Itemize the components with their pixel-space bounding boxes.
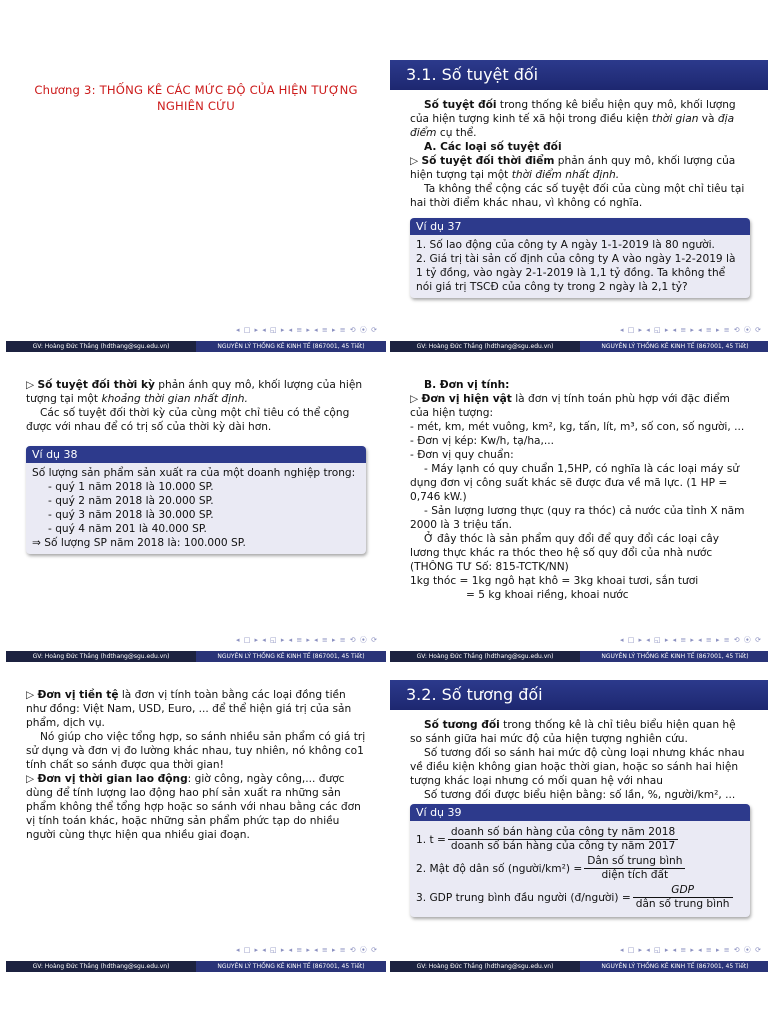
footer-author: GV: Hoàng Đức Thắng (hdthang@sgu.edu.vn) [390,341,580,352]
text: trong thống kê là chỉ tiêu biểu hiện quan hệ so sánh giữa hai mức độ của hiện tượng nghiên cứu. [410,719,736,745]
text: phản ánh quy mô, khối lượng của hiện tượng tại một [26,379,363,405]
footer-author: GV: Hoàng Đức Thắng (hdthang@sgu.edu.vn) [6,651,196,662]
slide-footer [6,341,386,352]
emphasis: địa điểm [410,113,735,139]
text: là đơn vị tính toán phù hợp với đặc điểm của hiện tượng: [410,393,730,419]
example-line: Số lượng sản phẩm sản xuất ra của một doanh nghiệp trong: [32,467,356,479]
beamer-nav-icons[interactable]: ◂ □ ▸ ◂ ◱ ▸ ◂ ≡ ▸ ◂ ≡ ▸ ≡ ⟲ ⦿ ⟳ [235,326,378,334]
block-body [410,821,750,917]
formula-lhs: 2. Mật độ dân số (người/km²) = [416,862,583,875]
term: Số tuyệt đối thời điểm [421,155,555,167]
example-block [410,218,750,298]
paragraph [410,98,750,140]
triangle-bullet-icon: ▷ [26,379,35,391]
paragraph: Nó giúp cho việc tổng hợp, so sánh nhiều sản phẩm có giá trị sử dụng và đơn vị đo lường khác nhau, tuy nhiên, nó không co1 tính chất so sánh được qua thời gian! [26,731,366,771]
paragraph [410,154,750,182]
slide-6 [390,672,768,972]
text: cụ thể. [436,127,477,139]
paragraph: Các số tuyệt đối thời kỳ của cùng một chỉ tiêu có thể cộng được với nhau để có trị số của thời kỳ dài hơn. [26,407,350,433]
slide-footer [390,341,768,352]
paragraph: Số tương đối so sánh hai mức độ cùng loại nhưng khác nhau về điều kiện không gian hoặc thời gian, hoặc so sánh hai hiện tượng khác loại nhưng có mối quan hệ với nhau [410,747,745,787]
slide-footer [6,651,386,662]
paragraph: 1kg thóc = 1kg ngô hạt khô = 3kg khoai tươi, sắn tươi [410,575,699,587]
paragraph: Ta không thể cộng các số tuyệt đối của cùng một chỉ tiêu tại hai thời điểm khác nhau, vì không có nghĩa. [410,183,745,209]
section-heading: B. Đơn vị tính: [424,379,510,391]
frame-title: 3.2. Số tương đối [390,680,768,710]
fraction [448,826,678,853]
block-title: Ví dụ 37 [410,218,750,235]
paragraph: - Đơn vị quy chuẩn: [410,449,514,461]
beamer-nav-icons[interactable]: ◂ □ ▸ ◂ ◱ ▸ ◂ ≡ ▸ ◂ ≡ ▸ ≡ ⟲ ⦿ ⟳ [619,326,762,334]
footer-author: GV: Hoàng Đức Thắng (hdthang@sgu.edu.vn) [390,651,580,662]
block-body [410,235,750,298]
footer-course: NGUYÊN LÝ THỐNG KÊ KINH TẾ (867001, 45 Tiết) [580,651,768,662]
example-line: 2. Giá trị tài sản cố định của công ty A vào ngày 1-2-2019 là 1 tỷ đồng, vào ngày 2-1-2019 là 1,1 tỷ đồng. Ta không thể nói giá trị TSCĐ của công ty trong 2 ngày là 2,1 tỷ? [416,253,736,293]
footer-author: GV: Hoàng Đức Thắng (hdthang@sgu.edu.vn) [6,961,196,972]
list-item: - quý 2 năm 2018 là 20.000 SP. [48,495,214,507]
term: Đơn vị thời gian lao động [37,773,188,785]
term: Số tương đối [424,719,500,731]
footer-course: NGUYÊN LÝ THỐNG KÊ KINH TẾ (867001, 45 Tiết) [580,961,768,972]
text: phản ánh quy mô, khối lượng của hiện tượng tại một [410,155,736,181]
chapter-title-line-1: Chương 3: THỐNG KÊ CÁC MỨC ĐỘ CỦA HIỆN TƯỢNG [34,83,358,97]
text: : giờ công, ngày công,... được dùng để tính lượng lao động hao phí sản xuất ra những sản phẩm không thể tổng hợp hoặc so sánh với nhau bằng các đơn vị tính toán khác, hoặc những sản phẩm phức tạp do nhiều người cùng thực hiện qua nhiều giai đoạn. [26,773,361,841]
slide-3 [6,362,386,662]
slide-4 [390,362,768,662]
formula-2 [416,855,744,882]
block-title: Ví dụ 39 [410,804,750,821]
slide-content [410,98,750,210]
formula-lhs: 3. GDP trung bình đầu người (đ/người) = [416,891,631,904]
slide-content [26,688,366,842]
chapter-title-line-2: NGHIÊN CỨU [156,99,235,113]
slide-footer [390,961,768,972]
fraction [633,884,733,911]
paragraph [26,772,366,842]
triangle-bullet-icon: ▷ [26,689,35,701]
list-item: - quý 1 năm 2018 là 10.000 SP. [48,481,214,493]
slide-1 [6,52,386,352]
term: Số tuyệt đối thời kỳ [37,379,155,391]
paragraph: - Máy lạnh có quy chuẩn 1,5HP, có nghĩa là các loại máy sử dụng đơn vị công suất khác sẽ được đưa về mã lực. (1 HP = 0,746 kW.) [410,463,740,503]
beamer-nav-icons[interactable]: ◂ □ ▸ ◂ ◱ ▸ ◂ ≡ ▸ ◂ ≡ ▸ ≡ ⟲ ⦿ ⟳ [235,946,378,954]
numerator: doanh số bán hàng của công ty năm 2018 [448,826,678,840]
footer-course: NGUYÊN LÝ THỐNG KÊ KINH TẾ (867001, 45 Tiết) [580,341,768,352]
term: Số tuyệt đối [424,99,497,111]
denominator: doanh số bán hàng của công ty năm 2017 [450,840,676,852]
example-block [26,446,366,554]
emphasis: khoảng thời gian nhất định. [101,393,248,405]
text: là đơn vị tính toàn bằng các loại đồng tiền như đồng: Việt Nam, USD, Euro, ... để thể hiện giá trị của sản phẩm, dịch vụ. [26,689,352,729]
emphasis: thời gian [651,113,699,125]
paragraph: - Đơn vị kép: Kw/h, tạ/ha,... [410,435,554,447]
footer-author: GV: Hoàng Đức Thắng (hdthang@sgu.edu.vn) [6,341,196,352]
slide-2 [390,52,768,352]
fraction [584,855,685,882]
paragraph: = 5 kg khoai riềng, khoai nước [466,589,629,601]
numerator: GDP [633,884,733,898]
footer-course: NGUYÊN LÝ THỐNG KÊ KINH TẾ (867001, 45 Tiết) [196,651,386,662]
slide-content [410,378,750,602]
footer-course: NGUYÊN LÝ THỐNG KÊ KINH TẾ (867001, 45 Tiết) [196,961,386,972]
denominator: diện tích đất [601,869,669,881]
paragraph [26,688,366,730]
slide-content [26,378,366,434]
slide-content [410,718,750,802]
paragraph: Số tương đối được biểu hiện bằng: số lần, %, người/km², ... [424,789,736,801]
triangle-bullet-icon: ▷ [26,773,35,785]
formula-3 [416,884,744,911]
footer-author: GV: Hoàng Đức Thắng (hdthang@sgu.edu.vn) [390,961,580,972]
beamer-nav-icons[interactable]: ◂ □ ▸ ◂ ◱ ▸ ◂ ≡ ▸ ◂ ≡ ▸ ≡ ⟲ ⦿ ⟳ [235,636,378,644]
term: Đơn vị hiện vật [421,393,512,405]
list-item: - quý 4 năm 201 là 40.000 SP. [48,523,207,535]
beamer-nav-icons[interactable]: ◂ □ ▸ ◂ ◱ ▸ ◂ ≡ ▸ ◂ ≡ ▸ ≡ ⟲ ⦿ ⟳ [619,636,762,644]
chapter-title [20,82,372,114]
formula-1 [416,826,744,853]
paragraph: - Sản lượng lương thực (quy ra thóc) cả nước của tỉnh X năm 2000 là 3 triệu tấn. [410,505,745,531]
slide-footer [390,651,768,662]
slide-5 [6,672,386,972]
emphasis: thời điểm nhất định. [511,169,620,181]
example-line: 1. Số lao động của công ty A ngày 1-1-2019 là 80 người. [416,239,715,251]
example-line: ⇒ Số lượng SP năm 2018 là: 100.000 SP. [32,537,246,549]
paragraph: Ở đây thóc là sản phẩm quy đổi để quy đổi các loại cây lương thực khác ra thóc theo hệ số quy đổi của nhà nước (THÔNG TƯ Số: 815-TCTK/NN) [410,533,720,573]
numerator: Dân số trung bình [584,855,685,869]
paragraph [410,718,750,746]
frame-title: 3.1. Số tuyệt đối [390,60,768,90]
beamer-nav-icons[interactable]: ◂ □ ▸ ◂ ◱ ▸ ◂ ≡ ▸ ◂ ≡ ▸ ≡ ⟲ ⦿ ⟳ [619,946,762,954]
paragraph [26,378,366,406]
term: Đơn vị tiền tệ [37,689,119,701]
example-block [410,804,750,917]
section-heading: A. Các loại số tuyệt đối [424,141,562,153]
text: trong thống kê biểu hiện quy mô, khối lượng của hiện tượng kinh tế xã hội trong điều kiện [410,99,736,125]
formula-lhs: 1. t = [416,833,446,846]
list-item: - quý 3 năm 2018 là 30.000 SP. [48,509,214,521]
slide-footer [6,961,386,972]
block-title: Ví dụ 38 [26,446,366,463]
paragraph [410,392,750,420]
block-body [26,463,366,554]
triangle-bullet-icon: ▷ [410,393,419,405]
text: và [698,113,718,125]
paragraph: - mét, km, mét vuông, km², kg, tấn, lít, m³, số con, số người, ... [410,421,745,433]
triangle-bullet-icon: ▷ [410,155,419,167]
denominator: dân số trung bình [635,898,730,910]
footer-course: NGUYÊN LÝ THỐNG KÊ KINH TẾ (867001, 45 Tiết) [196,341,386,352]
